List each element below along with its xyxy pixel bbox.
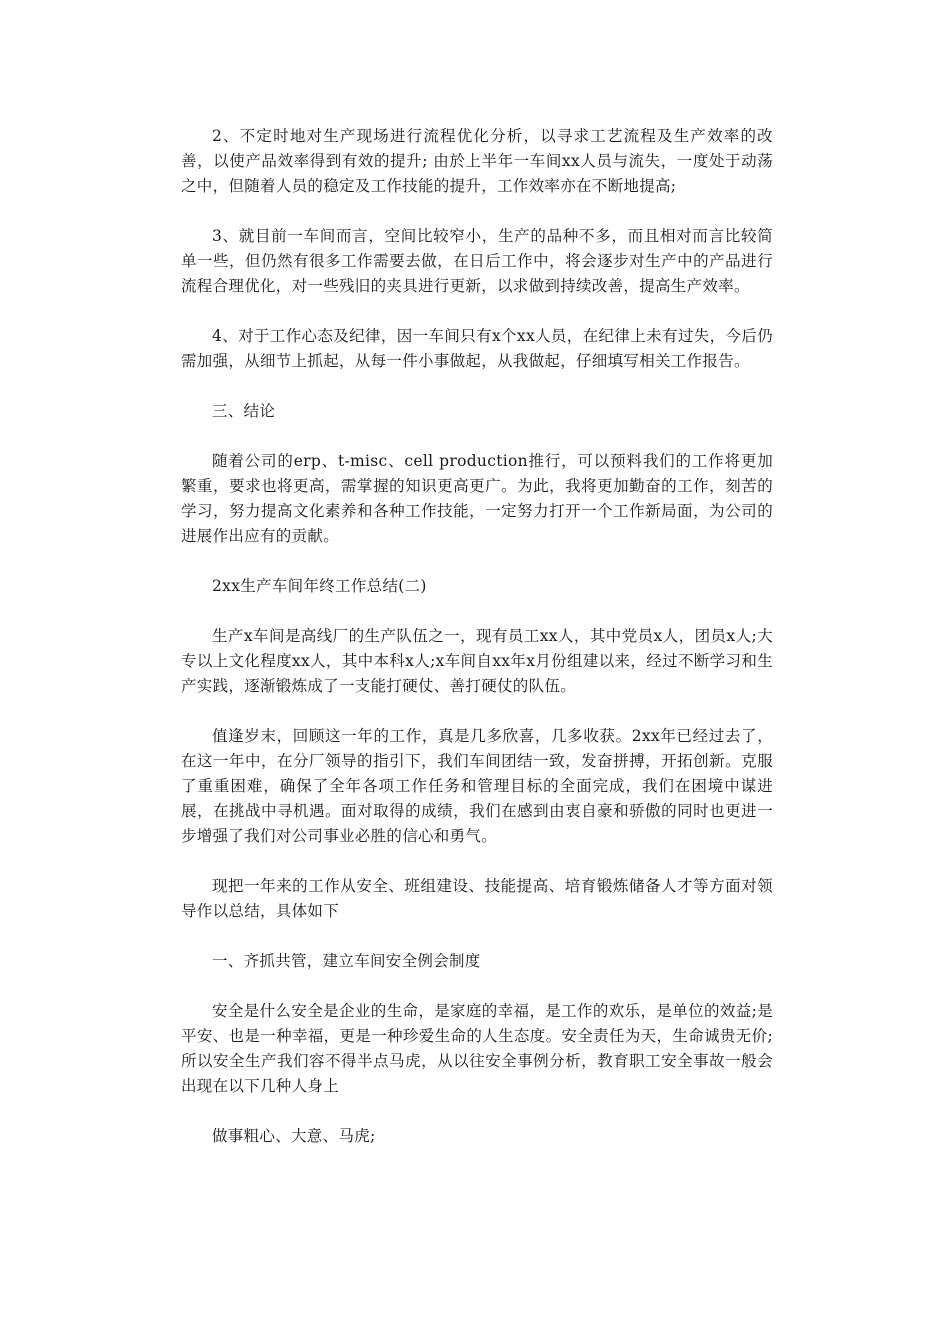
section-heading-conclusion: 三、结论: [212, 402, 276, 420]
section-heading-safety: 一、齐抓共管，建立车间安全例会制度: [212, 952, 481, 970]
paragraph-item-2: 2、不定时地对生产现场进行流程优化分析，以寻求工艺流程及生产效率的改善，以使产品效率得到有效的提升; 由於上半年一车间xx人员与流失，一度处于动荡之中，但随着人员的稳定及工作技能的提升，工作效率亦在不断地提高;: [181, 127, 773, 195]
paragraph-item-4: 4、对于工作心态及纪律，因一车间只有x个xx人员，在纪律上未有过失，今后仍需加强，从细节上抓起，从每一件小事做起，从我做起，仔细填写相关工作报告。: [181, 327, 773, 370]
paragraph-year-review: 值逢岁末，回顾这一年的工作，真是几多欣喜，几多收获。2xx年已经过去了，在这一年中，在分厂领导的指引下，我们车间团结一致，发奋拼搏，开拓创新。克服了重重困难，确保了全年各项工作任务和管理目标的全面完成，我们在困境中谋进展，在挑战中寻机遇。面对取得的成绩，我们在感到由衷自豪和骄傲的同时也更进一步增强了我们对公司事业必胜的信心和勇气。: [181, 727, 773, 845]
document-title-part-two: 2xx生产车间年终工作总结(二): [212, 577, 427, 595]
paragraph-summary-intro: 现把一年来的工作从安全、班组建设、技能提高、培育锻炼储备人才等方面对领导作以总结，具体如下: [181, 877, 773, 920]
paragraph-safety: 安全是什么安全是企业的生命，是家庭的幸福，是工作的欢乐，是单位的效益;是平安、也是一种幸福，更是一种珍爱生命的人生态度。安全责任为天，生命诚贵无价;所以安全生产我们容不得半点马虎，从以往安全事例分析，教育职工安全事故一般会出现在以下几种人身上: [181, 1002, 773, 1095]
paragraph-careless: 做事粗心、大意、马虎;: [212, 1127, 376, 1145]
document-body: [181, 124, 773, 1174]
paragraph-workshop-intro: 生产x车间是高线厂的生产队伍之一，现有员工xx人，其中党员x人，团员x人;大专以上文化程度xx人，其中本科x人;x车间自xx年x月份组建以来，经过不断学习和生产实践，逐渐锻炼成了一支能打硬仗、善打硬仗的队伍。: [181, 627, 773, 695]
paragraph-conclusion: 随着公司的erp、t-misc、cell production推行，可以预料我们的工作将更加繁重，要求也将更高，需掌握的知识更高更广。为此，我将更加勤奋的工作，刻苦的学习，努力提高文化素养和各种工作技能，一定努力打开一个工作新局面，为公司的进展作出应有的贡献。: [181, 452, 773, 545]
paragraph-item-3: 3、就目前一车间而言，空间比较窄小，生产的品种不多，而且相对而言比较简单一些，但仍然有很多工作需要去做，在日后工作中，将会逐步对生产中的产品进行流程合理优化，对一些残旧的夹具进行更新，以求做到持续改善，提高生产效率。: [181, 227, 773, 295]
